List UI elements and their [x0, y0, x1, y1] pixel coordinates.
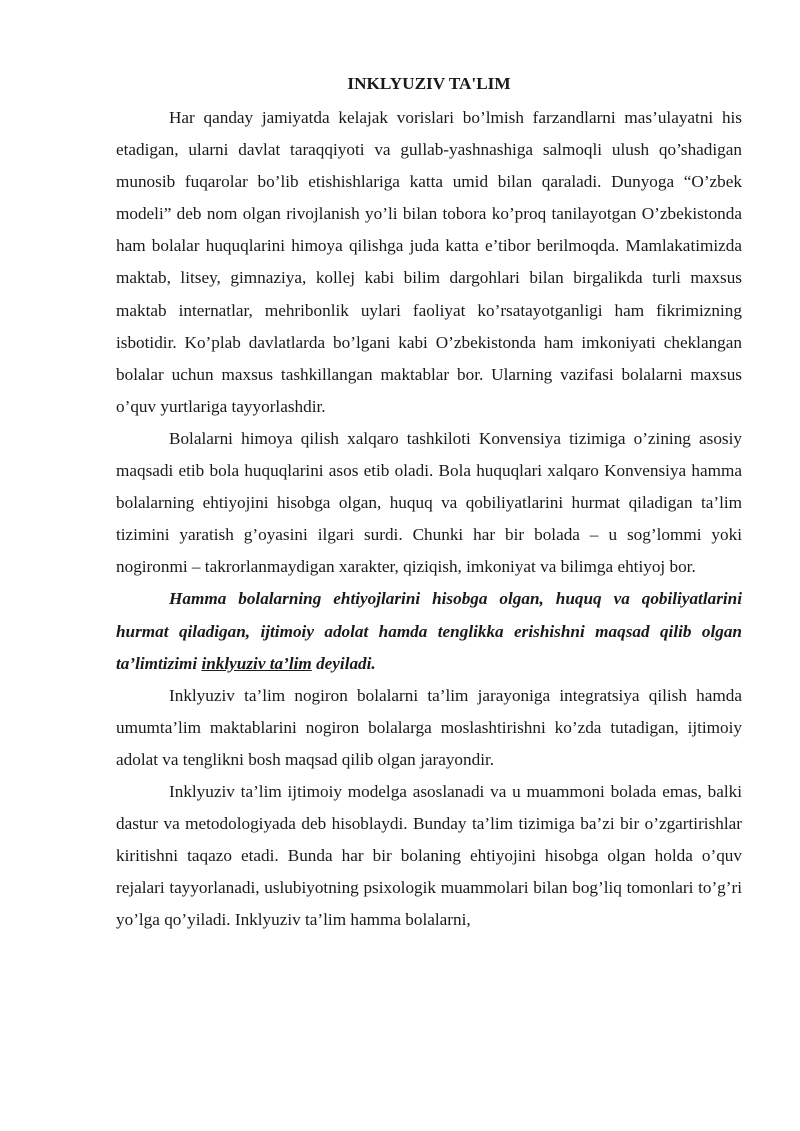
definition-text-after: deyiladi. [311, 653, 376, 673]
definition-text-before: Hamma bolalarning ehtiyojlarini hisobga olgan, huquq va qobiliyatlarini hurmat qiladigan, ijtimoiy adolat hamda tenglikka erishishni maqsad qilib olgan ta’limtizimi [116, 589, 742, 673]
definition-paragraph [116, 583, 742, 679]
definition-term: inklyuziv ta’lim [201, 653, 312, 673]
paragraph-integration: Inklyuziv ta’lim nogiron bolalarni ta’lim jarayoniga integratsiya qilish hamda umumta’lim maktablarini nogiron bolalarga moslashtirishni ko’zda tutadigan, ijtimoiy adolat va tenglikni bosh maqsad qilib olgan jarayondir. [116, 685, 742, 769]
paragraph-convention: Bolalarni himoya qilish xalqaro tashkiloti Konvensiya tizimiga o’zining asosiy maqsadi etib bola huquqlarini asos etib oladi. Bola huquqlari xalqaro Konvensiya hamma bolalarning ehtiyojini hisobga olgan, huquq va qobiliyatlarini hurmat qiladigan ta’lim tizimini yaratish g’oyasini ilgari surdi. Chunki har bir bolada – u sog’lommi yoki nogironmi – takrorlanmaydigan xarakter, qiziqish, imkoniyat va bilimga ehtiyoj bor. [116, 428, 742, 577]
paragraph-intro: Har qanday jamiyatda kelajak vorislari bo’lmish farzandlarni mas’ulayatni his etadigan, ularni davlat taraqqiyoti va gullab-yashnashiga salmoqli ulush qo’shadigan munosib fuqarolar bo’lib etishishlariga katta umid bilan qaraladi. Dunyoga “O’zbek modeli” deb nom olgan rivojlanish yo’li bilan tobora ko’proq tanilayotgan O’zbekistonda ham bolalar huquqlarini himoya qilishga juda katta e’tibor berilmoqda. Mamlakatimizda maktab, litsey, gimnaziya, kollej kabi bilim dargohlari bilan birgalikda turli maxsus maktab internatlar, mehribonlik uylari faoliyat ko’rsatayotganligi ham fikrimizning isbotidir. Ko’plab davlatlarda bo’lgani kabi O’zbekistonda ham imkoniyati cheklangan bolalar uchun maxsus tashkillangan maktablar bor. Ularning vazifasi bolalarni maxsus o’quv yurtlariga tayyorlashdir. [116, 108, 742, 416]
paragraph-social-model: Inklyuziv ta’lim ijtimoiy modelga asoslanadi va u muammoni bolada emas, balki dastur va metodologiyada deb hisoblaydi. Bunday ta’lim tizimiga ba’zi bir o’zgartirishlar kiritishni taqazo etadi. Bunda har bir bolaning ehtiyojini hisobga olgan holda o’quv rejalari tayyorlanadi, uslubiyotning psixologik muammolari bilan bog’liq tomonlari to’g’ri yo’lga qo’yiladi. Inklyuziv ta’lim hamma bolalarni, [116, 781, 742, 930]
document-title: INKLYUZIV TA'LIM [347, 74, 511, 93]
document-page [116, 72, 742, 936]
